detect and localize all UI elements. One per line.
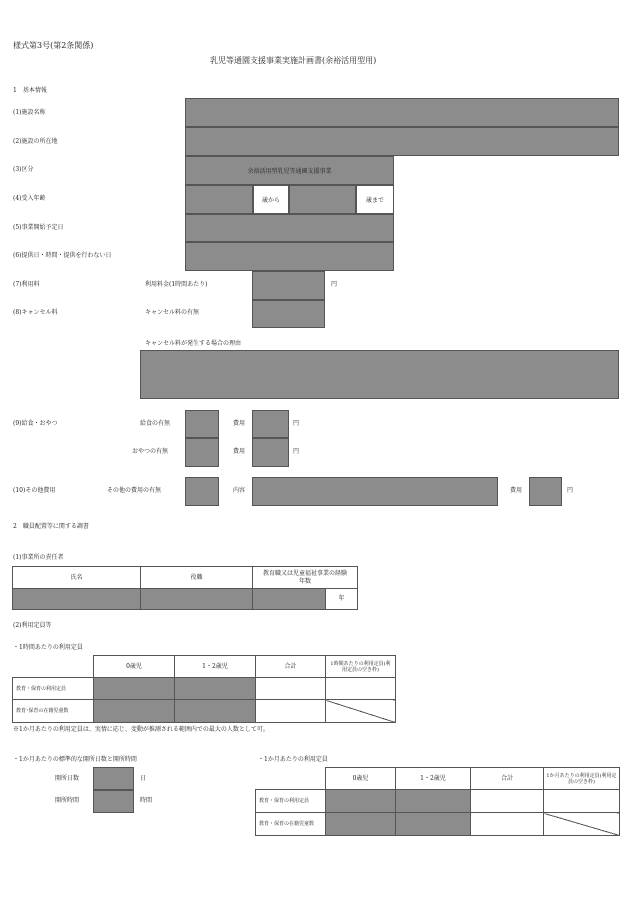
category-field[interactable] (185, 156, 394, 185)
monthly-enrolled-0[interactable] (326, 813, 396, 836)
meal-label: (9)給食・おやつ (13, 420, 58, 427)
hourly-capacity-12[interactable] (175, 678, 256, 700)
open-days-field[interactable] (93, 767, 134, 790)
age-from-unit: 歳から (253, 185, 289, 214)
age-label: (4)受入年齢 (13, 195, 46, 202)
monthly-header-vacancy: 1か月あたりの利用定員(利用定員の空き枠) (544, 768, 620, 790)
other-label: (10)その他費用 (13, 487, 56, 494)
fee-field[interactable] (252, 271, 325, 300)
cancel-sub-label: キャンセル料の有無 (145, 309, 200, 316)
facility-address-label: (2)施設の所在地 (13, 138, 58, 145)
hourly-header-total: 合計 (256, 656, 326, 678)
start-date-label: (5)事業開始予定日 (13, 224, 64, 231)
monthly-std-label: ・1か月あたりの標準的な開所日数と開所時間 (13, 756, 137, 763)
start-date-field[interactable] (185, 214, 394, 242)
section1-heading: 1 基本情報 (13, 87, 47, 94)
hourly-header-1: 1・2歳児 (175, 656, 256, 678)
monthly-capacity-total[interactable] (471, 790, 544, 813)
monthly-enrolled-total[interactable] (471, 813, 544, 836)
other-cost-label: 費用 (510, 487, 523, 494)
meal-cost-label: 費用 (233, 420, 246, 427)
snack-cost-label: 費用 (233, 448, 246, 455)
hourly-header-0: 0歳児 (94, 656, 175, 678)
fee-sub-label: 利用料金(1時間あたり) (145, 281, 208, 288)
monthly-row-enrolled: 教育・保育の在籍児童数 (256, 813, 326, 836)
meal-cost-unit: 円 (293, 420, 300, 427)
monthly-capacity-vacancy[interactable] (544, 790, 620, 813)
hourly-header-vacancy: 1時間あたりの利用定員(利用定員の空き枠) (326, 656, 396, 678)
snack-cost-unit: 円 (293, 448, 300, 455)
open-hours-unit: 時間 (140, 797, 153, 804)
other-field[interactable] (185, 477, 219, 506)
cancel-reason-field[interactable] (140, 350, 619, 399)
snack-sub-label: おやつの有無 (132, 448, 169, 455)
monthly-enrolled-vacancy (544, 813, 620, 836)
other-content-label: 内容 (233, 487, 246, 494)
monthly-row-capacity: 教育・保育の利用定員 (256, 790, 326, 813)
age-to-field[interactable] (289, 185, 356, 214)
hourly-capacity-total[interactable] (256, 678, 326, 700)
category-value: 余裕活用型乳児等通園支援事業 (247, 168, 332, 175)
manager-years-field[interactable] (253, 589, 326, 610)
hourly-capacity-table (12, 655, 396, 723)
section2-heading: 2 職員配置等に関する調書 (13, 523, 89, 530)
monthly-capacity-0[interactable] (326, 790, 396, 813)
other-sub-label: その他の費用の有無 (107, 487, 162, 494)
hourly-capacity-0[interactable] (94, 678, 175, 700)
manager-header-position: 役職 (141, 567, 253, 589)
hourly-enrolled-12[interactable] (175, 700, 256, 723)
manager-name-field[interactable] (13, 589, 141, 610)
meal-cost-field[interactable] (252, 410, 289, 438)
age-from-field[interactable] (185, 185, 253, 214)
other-cost-field[interactable] (529, 477, 562, 506)
hourly-capacity-vacancy[interactable] (326, 678, 396, 700)
open-hours-field[interactable] (93, 790, 134, 813)
hourly-corner (13, 656, 94, 678)
other-content-field[interactable] (252, 477, 498, 506)
hourly-enrolled-vacancy (326, 700, 396, 723)
fee-label: (7)利用料 (13, 281, 40, 288)
meal-field[interactable] (185, 410, 219, 438)
monthly-header-total: 合計 (471, 768, 544, 790)
snack-cost-field[interactable] (252, 438, 289, 467)
meal-sub-label: 給食の有無 (140, 420, 171, 427)
cancel-reason-label: キャンセル料が発生する場合の理由 (145, 340, 242, 347)
facility-name-label: (1)施設名称 (13, 109, 46, 116)
open-days-unit: 日 (140, 775, 147, 782)
manager-header-experience: 教育職又は児童福祉事業の経験年数 (253, 567, 358, 589)
hourly-row-capacity: 教育・保育の利用定員 (13, 678, 94, 700)
age-to-unit: 歳まで (356, 185, 394, 214)
manager-position-field[interactable] (141, 589, 253, 610)
other-cost-unit: 円 (567, 487, 574, 494)
fee-unit: 円 (331, 281, 338, 288)
form-id: 様式第3号(第2条関係) (13, 41, 94, 50)
capacity-label: (2)利用定員等 (13, 622, 52, 629)
monthly-header-0: 0歳児 (326, 768, 396, 790)
cancel-field[interactable] (252, 300, 325, 328)
service-days-label: (6)提供日・時間・提供を行わない日 (13, 252, 112, 259)
monthly-label: ・1か月あたりの利用定員 (258, 756, 328, 763)
hourly-row-enrolled: 教育･保育の在籍児童数 (13, 700, 94, 723)
manager-label: (1)事業所の責任者 (13, 554, 64, 561)
monthly-header-1: 1・2歳児 (396, 768, 471, 790)
facility-name-field[interactable] (185, 98, 619, 127)
capacity-note: ※1か月あたりの利用定員は、実情に応じ、変動が推測される範囲内での最大の人数として可。 (13, 726, 269, 733)
open-hours-label: 開所時間 (55, 797, 80, 804)
monthly-capacity-table (255, 767, 620, 836)
cancel-label: (8)キャンセル料 (13, 309, 58, 316)
facility-address-field[interactable] (185, 127, 619, 156)
monthly-capacity-12[interactable] (396, 790, 471, 813)
manager-header-name: 氏名 (13, 567, 141, 589)
hourly-enrolled-total[interactable] (256, 700, 326, 723)
manager-years-unit: 年 (326, 589, 358, 610)
open-days-label: 開所日数 (55, 775, 80, 782)
category-label: (3)区分 (13, 166, 34, 173)
monthly-corner (256, 768, 326, 790)
snack-field[interactable] (185, 438, 219, 467)
service-days-field[interactable] (185, 242, 394, 271)
page-title: 乳児等通園支援事業実施計画書(余裕活用型用) (210, 56, 377, 65)
manager-table (12, 566, 358, 610)
monthly-enrolled-12[interactable] (396, 813, 471, 836)
hourly-enrolled-0[interactable] (94, 700, 175, 723)
hourly-label: ・1時間あたりの利用定員 (13, 644, 83, 651)
